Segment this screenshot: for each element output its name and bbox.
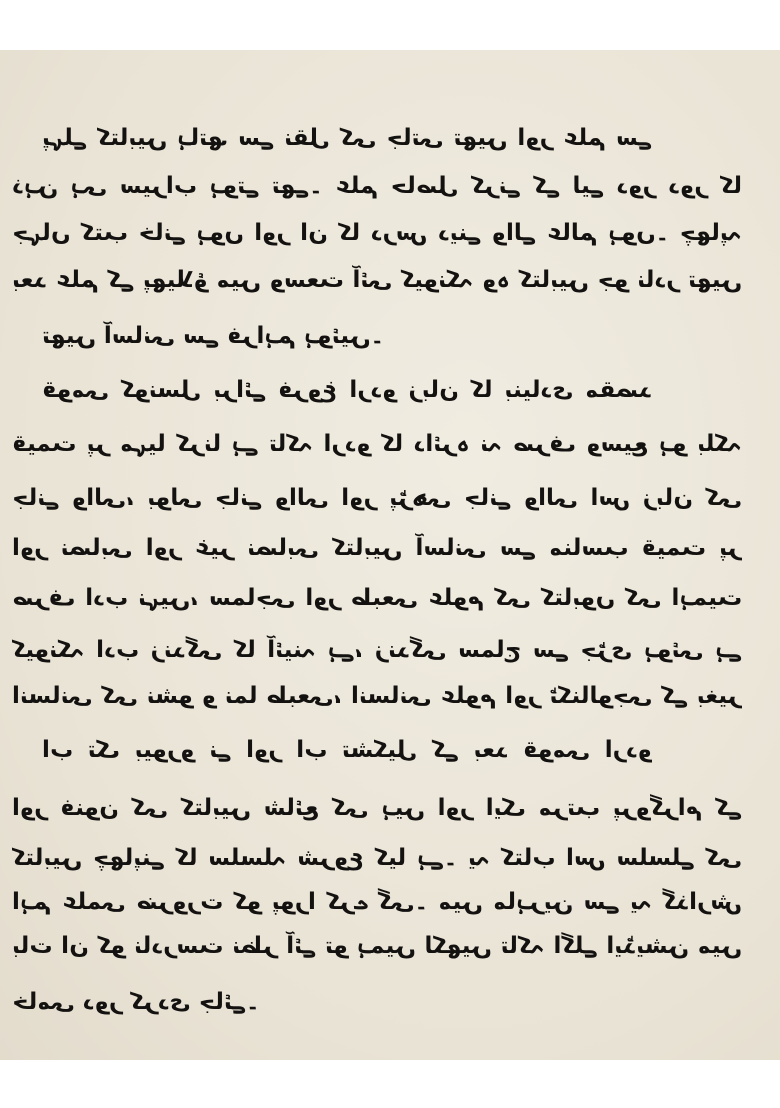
text-line: خامی دور کردی جائے۔ (12, 989, 260, 1015)
text-line: ذہن ہی سیراب ہوتے تھے۔ علم حاصل کرنے کے لیے دور دور کا (12, 173, 742, 199)
text-line: قومی کونسل برائے فروغ اردو زبان کا بنیادی مقصد (42, 377, 652, 403)
text-line: تھیں آسانی سے فراہم ہوئیں۔ (42, 323, 384, 349)
text-line: بعد علم کے پھیلاؤ میں وسعت آئی کیونکہ وہ کتابیں جو نادر تھیں (12, 267, 742, 293)
text-line: بات ان کو نادرست نظر آئے تو ہمیں لکھیں تاکہ اگلے ایڈیشن میں (12, 933, 742, 959)
text-line: جہاں کتب خانے ہوں اور ان کا درس دینے والے عالم ہوں۔ چھاپہ (12, 220, 742, 246)
text-line: پہلے کتابیں ہاتھ سے نقل کی جاتی تھیں اور علم سے (42, 125, 652, 151)
text-line: اور نصابی اور غیر نصابی کتابیں آسانی سے مناسب قیمت پر (12, 535, 742, 561)
text-line: کیونکہ ادب زندگی کا آئینہ ہے، زندگی سماج سے جڑی ہوئی ہے (12, 637, 742, 663)
text-line: جانے والی، بولی جانے والی اور پڑھی جانے والی اس زبان کی (12, 485, 742, 511)
text-line: قیمت پر مہیا کرنا ہے تاکہ اردو کا دائرہ نہ صرف وسیع ہو بلکہ (12, 431, 742, 457)
text-line: صرف ادب نہیں، سماجی اور طبعی علوم کی کتابوں کی اہمیت (12, 585, 742, 611)
text-line: اہم علمی ضرورت کو پورا کرے گی۔ میں ماہرین سے یہ گذارش (12, 889, 742, 915)
text-line: کتابیں چھاپنے کا سلسلہ شروع کیا ہے۔ یہ کتاب اس سلسلے کی (12, 845, 742, 871)
text-line: اب تک بیورو نے اور اب تشکیل کے بعد قومی اردو (42, 737, 652, 763)
text-line: انسانی کی نشو و نما طبعی، انسانی علوم اور ٹکنالوجی کے بغیر (12, 683, 742, 709)
text-line: اور فنون کی کتابیں شائع کی ہیں اور ایک مرتب پروگرام کے (12, 795, 742, 821)
